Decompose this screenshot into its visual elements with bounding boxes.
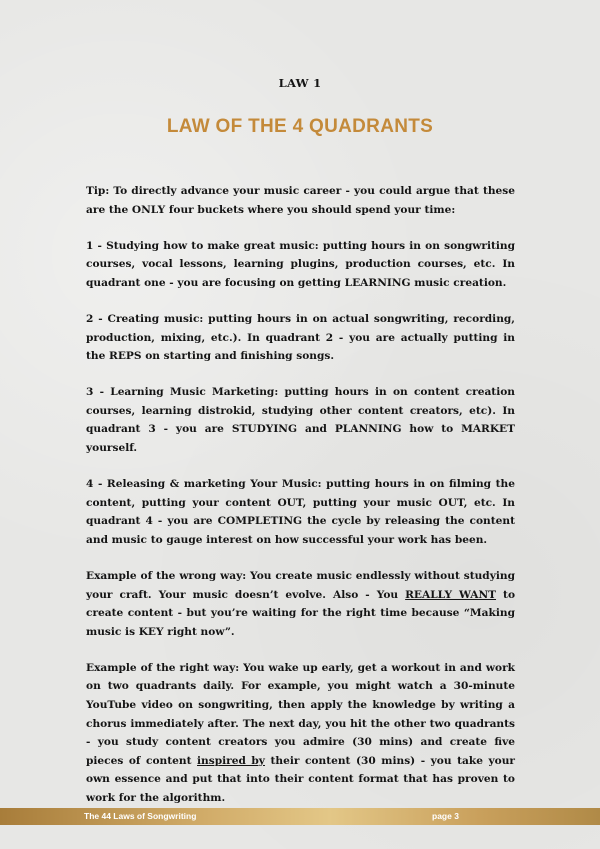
law-label: LAW 1 bbox=[278, 76, 322, 90]
wrong-way-underlined: REALLY WANT bbox=[405, 588, 497, 601]
tip-paragraph: Tip: To directly advance your music career - you could argue that these are the ONLY four buckets where you should spend your time: bbox=[86, 185, 515, 216]
quadrant-4-paragraph: 4 - Releasing & marketing Your Music: putting hours in on filming the content, putting your content OUT, putting your music OUT, etc. In quadrant 4 - you are COMPLETING the cycle by releasing the content and music to gauge interest on how successful your work has been. bbox=[86, 478, 515, 546]
quadrant-2-paragraph: 2 - Creating music: putting hours in on actual songwriting, recording, production, mixing, etc.). In quadrant 2 - you are actually putting in the REPS on starting and finishing songs. bbox=[86, 312, 515, 363]
footer-bar bbox=[0, 808, 600, 825]
right-way-text-end: their content (30 mins) - you take your own essence and put that into their content format that has proven to work for the algorithm. bbox=[86, 754, 515, 805]
wrong-way-text-start: Example of the wrong way: You create music endlessly without studying your craft. Your music doesn’t evolve. Also - You bbox=[86, 570, 515, 601]
law-title: LAW OF THE 4 QUADRANTS bbox=[166, 116, 434, 137]
quadrant-3-paragraph: 3 - Learning Music Marketing: putting hours in on content creation courses, learning distrokid, studying other content creators, etc). In quadrant 3 - you are STUDYING and PLANNING how to MARKET yourself. bbox=[86, 386, 515, 455]
right-way-underlined: inspired by bbox=[197, 754, 265, 767]
body-content bbox=[86, 182, 515, 825]
footer-book-title: The 44 Laws of Songwriting bbox=[84, 811, 197, 821]
right-way-paragraph bbox=[86, 659, 515, 808]
wrong-way-text-end: to create content - but you’re waiting for the right time because “Making music is KEY right now”. bbox=[86, 588, 516, 638]
right-way-text-start: Example of the right way: You wake up early, get a workout in and work on two quadrants daily. For example, you might watch a 30-minute YouTube video on songwriting, then apply the knowledge by writing a chorus immediately after. The next day, you hit the other two quadrants - you study content creators you admire (30 mins) and create five pieces of content bbox=[86, 661, 515, 767]
quadrant-1-paragraph: 1 - Studying how to make great music: putting hours in on songwriting courses, vocal lessons, learning plugins, production courses, etc. In quadrant one - you are focusing on getting LEARNING music creation. bbox=[86, 239, 515, 289]
wrong-way-paragraph bbox=[86, 567, 515, 641]
footer-page-number: page 3 bbox=[432, 811, 459, 821]
